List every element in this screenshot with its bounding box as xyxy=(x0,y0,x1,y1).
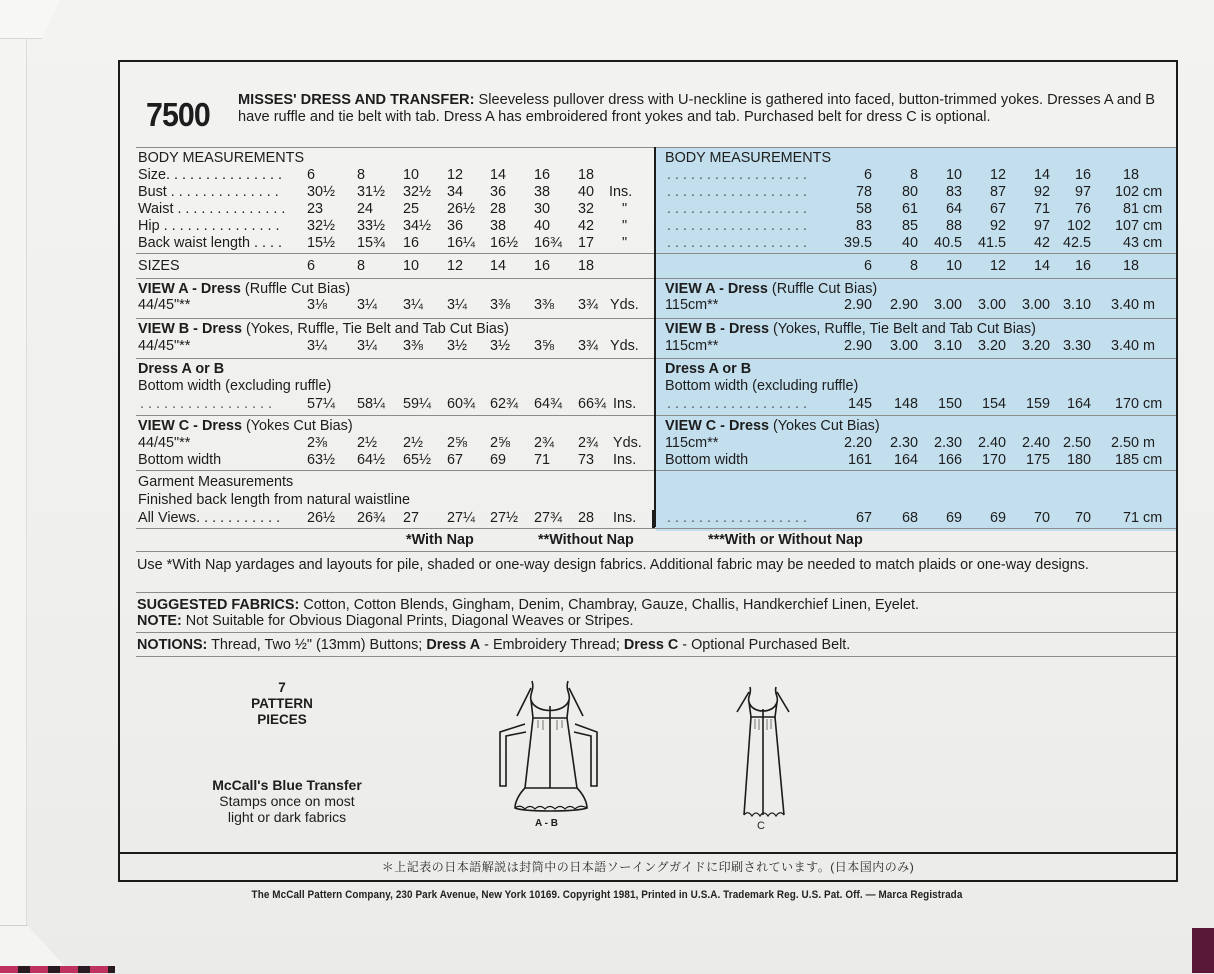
value-cell: 58 xyxy=(855,201,872,217)
value-cell: 16 xyxy=(534,167,551,183)
value-cell: 32½ xyxy=(307,218,336,234)
value-cell: 16¼ xyxy=(447,235,476,251)
value-cell: 27¾ xyxy=(534,510,563,526)
unit-label: Ins. xyxy=(613,510,637,526)
value-cell: 38 xyxy=(534,184,551,200)
value-cell: 40 xyxy=(901,235,918,251)
value-cell: 40.5 xyxy=(933,235,962,251)
value-cell: 87 xyxy=(989,184,1006,200)
value-cell: 2½ xyxy=(357,435,378,451)
value-cell: 16¾ xyxy=(534,235,563,251)
divider xyxy=(136,415,1176,416)
value-cell: 14 xyxy=(490,258,507,274)
note-text: Not Suitable for Obvious Diagonal Prints, Diagonal Weaves or Stripes. xyxy=(185,613,634,629)
value-cell: 92 xyxy=(989,218,1006,234)
value-cell: 164 xyxy=(1066,396,1091,412)
dress-ab-label: A - B xyxy=(535,818,558,829)
note-label: NOTE: xyxy=(137,613,182,629)
value-cell: 10 xyxy=(403,167,420,183)
metric-dress-ab-title: Dress A or B xyxy=(665,361,752,377)
metric-dress-ab-row xyxy=(0,396,1214,412)
value-cell: 10 xyxy=(945,258,962,274)
value-cell: 68 xyxy=(901,510,918,526)
view-a-title: VIEW A - Dress xyxy=(138,281,241,297)
value-cell: 3.20 xyxy=(977,338,1006,354)
notions-general: Thread, Two ½" (13mm) Buttons; xyxy=(211,637,423,653)
transfer-line2: light or dark fabrics xyxy=(227,809,347,825)
copyright-footer: The McCall Pattern Company, 230 Park Avenue, New York 10169. Copyright 1981, Printed in U.S.A. Trademark Reg. U.S. Pat. Off. — Marca Registrada xyxy=(251,889,963,901)
garment-label: All Views. . . . . . . . . . . xyxy=(138,510,281,526)
value-cell: 31½ xyxy=(357,184,386,200)
dress-c-label: C xyxy=(757,820,765,832)
value-cell: 76 xyxy=(1074,201,1091,217)
value-cell: 3.40 xyxy=(1110,338,1139,354)
value-cell: 27¼ xyxy=(447,510,476,526)
unit-label: m xyxy=(1143,297,1155,313)
value-cell: 3¼ xyxy=(403,297,424,313)
unit-label: cm xyxy=(1143,452,1163,468)
value-cell: 41.5 xyxy=(977,235,1006,251)
metric-view-c-header xyxy=(665,418,880,434)
imperial-dress-ab-title: Dress A or B xyxy=(138,361,225,377)
row-label: Back waist length . . . . xyxy=(138,235,282,251)
value-cell: 18 xyxy=(1122,258,1139,274)
unit-label: cm xyxy=(1143,218,1163,234)
row-label: Hip . . . . . . . . . . . . . . . xyxy=(138,218,280,234)
value-cell: 69 xyxy=(945,510,962,526)
imperial-view-c-bottom-label: Bottom width xyxy=(138,452,222,468)
unit-label: cm xyxy=(1143,235,1163,251)
value-cell: 83 xyxy=(855,218,872,234)
value-cell: 36 xyxy=(447,218,464,234)
unit-label: m xyxy=(1143,338,1155,354)
value-cell: 3⅜ xyxy=(403,338,424,354)
sizes-label: SIZES xyxy=(138,258,180,274)
metric-view-c-bottom-label: Bottom width xyxy=(665,452,749,468)
metric-view-a-note: (Ruffle Cut Bias) xyxy=(771,281,878,297)
unit-label: " xyxy=(622,218,628,234)
value-cell: 2.90 xyxy=(889,297,918,313)
nap-without: **Without Nap xyxy=(538,532,634,548)
value-cell: 16 xyxy=(534,258,551,274)
metric-body-row xyxy=(0,167,1214,183)
value-cell: 2⅝ xyxy=(447,435,468,451)
value-cell: 3⅛ xyxy=(307,297,328,313)
envelope-corner-print xyxy=(1192,928,1214,973)
metric-view-b-title: VIEW B - Dress xyxy=(665,321,769,337)
value-cell: 3.00 xyxy=(977,297,1006,313)
value-cell: 66¾ xyxy=(578,396,607,412)
pattern-description-text: Sleeveless pullover dress with U-neckline is gathered into faced, button-trimmed yokes. Dresses A and B have ruffle and tie belt with tab. Dress A has embroidered front yokes and tab. Purchased belt for dress C is optional. xyxy=(238,92,1156,125)
unit-label: Ins. xyxy=(613,396,637,412)
row-dots: . . . . . . . . . . . . . . . . . . xyxy=(667,184,807,200)
metric-dress-ab-sub: Bottom width (excluding ruffle) xyxy=(665,378,859,394)
value-cell: 161 xyxy=(847,452,872,468)
value-cell: 64¾ xyxy=(534,396,563,412)
unit-label: " xyxy=(622,235,628,251)
envelope-edge-strip xyxy=(0,966,115,973)
metric-view-c-bottom-row xyxy=(0,452,1214,468)
value-cell: 2.90 xyxy=(843,338,872,354)
value-cell: 3¼ xyxy=(357,338,378,354)
value-cell: 32 xyxy=(578,201,595,217)
value-cell: 92 xyxy=(1033,184,1050,200)
divider xyxy=(136,318,1176,319)
value-cell: 2.90 xyxy=(843,297,872,313)
value-cell: 42.5 xyxy=(1062,235,1091,251)
value-cell: 71 xyxy=(534,452,551,468)
value-cell: 145 xyxy=(847,396,872,412)
metric-view-c-title: VIEW C - Dress xyxy=(665,418,769,434)
value-cell: 25 xyxy=(403,201,420,217)
value-cell: 10 xyxy=(403,258,420,274)
value-cell: 28 xyxy=(490,201,507,217)
metric-dress-ab-dots: . . . . . . . . . . . . . . . . . . xyxy=(667,396,807,412)
dress-ab-illustration xyxy=(495,676,605,816)
value-cell: 62¾ xyxy=(490,396,519,412)
value-cell: 3.00 xyxy=(1021,297,1050,313)
value-cell: 70 xyxy=(1074,510,1091,526)
value-cell: 71 xyxy=(1033,201,1050,217)
imperial-view-c-header xyxy=(138,418,353,434)
nap-note: Use *With Nap yardages and layouts for pile, shaded or one-way design fabrics. Additional fabric may be needed to match plaids or one-way designs. xyxy=(137,557,1089,573)
value-cell: 3.30 xyxy=(1062,338,1091,354)
value-cell: 27½ xyxy=(490,510,519,526)
metric-view-b-width: 115cm** xyxy=(665,338,719,354)
value-cell: 8 xyxy=(357,167,366,183)
value-cell: 12 xyxy=(989,167,1006,183)
divider xyxy=(136,470,1176,471)
fabrics-label: SUGGESTED FABRICS: xyxy=(137,597,300,613)
value-cell: 3.00 xyxy=(889,338,918,354)
value-cell: 175 xyxy=(1025,452,1050,468)
value-cell: 43 xyxy=(1122,235,1139,251)
row-label: Bust . . . . . . . . . . . . . . xyxy=(138,184,279,200)
unit-label: Ins. xyxy=(613,452,637,468)
suggested-fabrics xyxy=(137,597,919,613)
value-cell: 15¾ xyxy=(357,235,386,251)
garment-sub: Finished back length from natural waistline xyxy=(138,492,410,508)
row-dots: . . . . . . . . . . . . . . . . . . xyxy=(667,235,807,251)
value-cell: 3.00 xyxy=(933,297,962,313)
value-cell: 3¾ xyxy=(578,297,599,313)
value-cell: 8 xyxy=(909,167,918,183)
value-cell: 12 xyxy=(447,258,464,274)
metric-view-c-note: (Yokes Cut Bias) xyxy=(772,418,880,434)
notions-dress-c-text: - Optional Purchased Belt. xyxy=(682,637,851,653)
imperial-view-a-width: 44/45"** xyxy=(138,297,191,313)
metric-view-a-header xyxy=(665,281,877,297)
metric-sizes-row xyxy=(0,258,1214,274)
value-cell: 34 xyxy=(447,184,464,200)
imperial-view-b-header xyxy=(138,321,509,337)
value-cell: 3⅝ xyxy=(534,338,555,354)
value-cell: 64 xyxy=(945,201,962,217)
value-cell: 164 xyxy=(893,452,918,468)
value-cell: 69 xyxy=(490,452,507,468)
value-cell: 102 xyxy=(1114,184,1139,200)
value-cell: 170 xyxy=(1114,396,1139,412)
row-dots: . . . . . . . . . . . . . . . . . . xyxy=(667,167,807,183)
value-cell: 65½ xyxy=(403,452,432,468)
fabrics-list: Cotton, Cotton Blends, Gingham, Denim, Chambray, Gauze, Challis, Handkerchief Linen, Eyelet. xyxy=(303,597,919,613)
unit-label: cm xyxy=(1143,510,1163,526)
value-cell: 2.50 xyxy=(1110,435,1139,451)
value-cell: 2.30 xyxy=(889,435,918,451)
value-cell: 23 xyxy=(307,201,324,217)
unit-label: Yds. xyxy=(613,435,642,451)
value-cell: 24 xyxy=(357,201,374,217)
value-cell: 8 xyxy=(357,258,366,274)
value-cell: 107 xyxy=(1114,218,1139,234)
value-cell: 34½ xyxy=(403,218,432,234)
divider xyxy=(136,278,1176,279)
unit-label: m xyxy=(1143,435,1155,451)
value-cell: 42 xyxy=(578,218,595,234)
metric-view-b-note: (Yokes, Ruffle, Tie Belt and Tab Cut Bias) xyxy=(772,321,1036,337)
metric-view-b-row xyxy=(0,338,1214,354)
divider xyxy=(136,528,1176,529)
value-cell: 170 xyxy=(981,452,1006,468)
value-cell: 27 xyxy=(403,510,420,526)
value-cell: 6 xyxy=(863,167,872,183)
value-cell: 36 xyxy=(490,184,507,200)
imperial-dress-ab-dots: . . . . . . . . . . . . . . . . . xyxy=(140,396,272,412)
unit-label: cm xyxy=(1143,184,1163,200)
view-c-title: VIEW C - Dress xyxy=(138,418,242,434)
value-cell: 180 xyxy=(1066,452,1091,468)
value-cell: 10 xyxy=(945,167,962,183)
value-cell: 3¼ xyxy=(307,338,328,354)
imperial-body-header: BODY MEASUREMENTS xyxy=(138,150,305,166)
value-cell: 15½ xyxy=(307,235,336,251)
notions xyxy=(137,637,850,653)
notions-label: NOTIONS: xyxy=(137,637,208,653)
transfer-title: McCall's Blue Transfer xyxy=(212,777,362,793)
value-cell: 2.30 xyxy=(933,435,962,451)
divider xyxy=(136,253,1176,254)
value-cell: 59¼ xyxy=(403,396,432,412)
value-cell: 3¼ xyxy=(357,297,378,313)
value-cell: 154 xyxy=(981,396,1006,412)
value-cell: 70 xyxy=(1033,510,1050,526)
metric-body-row xyxy=(0,235,1214,251)
unit-label: Ins. xyxy=(609,184,633,200)
value-cell: 2¾ xyxy=(578,435,599,451)
value-cell: 3.40 xyxy=(1110,297,1139,313)
row-label: Waist . . . . . . . . . . . . . . xyxy=(138,201,286,217)
value-cell: 33½ xyxy=(357,218,386,234)
value-cell: 16 xyxy=(403,235,420,251)
metric-garment-row xyxy=(0,510,1214,526)
value-cell: 6 xyxy=(307,258,316,274)
value-cell: 14 xyxy=(1033,167,1050,183)
value-cell: 85 xyxy=(901,218,918,234)
value-cell: 2.40 xyxy=(977,435,1006,451)
value-cell: 67 xyxy=(447,452,464,468)
row-dots: . . . . . . . . . . . . . . . . . . xyxy=(667,201,807,217)
divider xyxy=(136,656,1176,657)
garment-title: Garment Measurements xyxy=(138,474,294,490)
nap-with: *With Nap xyxy=(406,532,474,548)
imperial-view-c-width: 44/45"** xyxy=(138,435,191,451)
value-cell: 17 xyxy=(578,235,595,251)
value-cell: 166 xyxy=(937,452,962,468)
value-cell: 81 xyxy=(1122,201,1139,217)
value-cell: 67 xyxy=(855,510,872,526)
notions-dress-c: Dress C xyxy=(623,637,679,653)
value-cell: 18 xyxy=(578,167,595,183)
nap-either: ***With or Without Nap xyxy=(708,532,863,548)
value-cell: 73 xyxy=(578,452,595,468)
unit-label: cm xyxy=(1143,396,1163,412)
value-cell: 3.10 xyxy=(1062,297,1091,313)
value-cell: 14 xyxy=(490,167,507,183)
value-cell: 3½ xyxy=(447,338,468,354)
metric-body-row xyxy=(0,218,1214,234)
value-cell: 18 xyxy=(1122,167,1139,183)
view-c-note: (Yokes Cut Bias) xyxy=(245,418,353,434)
value-cell: 38 xyxy=(490,218,507,234)
value-cell: 32½ xyxy=(403,184,432,200)
imperial-view-a-header xyxy=(138,281,350,297)
value-cell: 67 xyxy=(989,201,1006,217)
unit-label: Yds. xyxy=(610,297,639,313)
value-cell: 150 xyxy=(937,396,962,412)
value-cell: 40 xyxy=(534,218,551,234)
pattern-number: 7500 xyxy=(146,96,210,133)
divider xyxy=(136,358,1176,359)
value-cell: 102 xyxy=(1066,218,1091,234)
value-cell: 78 xyxy=(855,184,872,200)
value-cell: 60¾ xyxy=(447,396,476,412)
value-cell: 16 xyxy=(1074,167,1091,183)
value-cell: 16 xyxy=(1074,258,1091,274)
dress-c-illustration xyxy=(722,682,802,822)
notions-dress-a-text: - Embroidery Thread; xyxy=(484,637,620,653)
pattern-pieces-count: 7 xyxy=(278,680,286,695)
value-cell: 2½ xyxy=(403,435,424,451)
value-cell: 30½ xyxy=(307,184,336,200)
pattern-pieces-line2: PIECES xyxy=(257,712,307,727)
value-cell: 12 xyxy=(447,167,464,183)
value-cell: 97 xyxy=(1074,184,1091,200)
fabric-note xyxy=(137,613,633,629)
view-b-title: VIEW B - Dress xyxy=(138,321,242,337)
value-cell: 148 xyxy=(893,396,918,412)
value-cell: 40 xyxy=(578,184,595,200)
value-cell: 97 xyxy=(1033,218,1050,234)
value-cell: 83 xyxy=(945,184,962,200)
value-cell: 42 xyxy=(1033,235,1050,251)
metric-garment-dots: . . . . . . . . . . . . . . . . . . xyxy=(667,510,807,526)
value-cell: 185 xyxy=(1114,452,1139,468)
unit-label: Yds. xyxy=(610,338,639,354)
metric-view-a-row xyxy=(0,297,1214,313)
value-cell: 2⅜ xyxy=(307,435,328,451)
value-cell: 2.40 xyxy=(1021,435,1050,451)
value-cell: 3½ xyxy=(490,338,511,354)
value-cell: 39.5 xyxy=(843,235,872,251)
pattern-pieces-line1: PATTERN xyxy=(251,696,313,711)
value-cell: 14 xyxy=(1033,258,1050,274)
value-cell: 26¾ xyxy=(357,510,386,526)
metric-view-a-title: VIEW A - Dress xyxy=(665,281,768,297)
transfer-line1: Stamps once on most xyxy=(219,793,355,809)
metric-view-c-row xyxy=(0,435,1214,451)
unit-label: cm xyxy=(1143,201,1163,217)
metric-view-a-width: 115cm** xyxy=(665,297,719,313)
value-cell: 159 xyxy=(1025,396,1050,412)
value-cell: 28 xyxy=(578,510,595,526)
value-cell: 6 xyxy=(863,258,872,274)
pattern-pieces xyxy=(232,680,332,728)
value-cell: 61 xyxy=(901,201,918,217)
metric-body-header: BODY MEASUREMENTS xyxy=(665,150,832,166)
view-a-note: (Ruffle Cut Bias) xyxy=(244,281,351,297)
transfer-info xyxy=(182,777,392,825)
value-cell: 30 xyxy=(534,201,551,217)
imperial-view-b-width: 44/45"** xyxy=(138,338,191,354)
value-cell: 12 xyxy=(989,258,1006,274)
value-cell: 3¾ xyxy=(578,338,599,354)
divider xyxy=(136,147,1176,148)
value-cell: 3⅜ xyxy=(490,297,511,313)
value-cell: 26½ xyxy=(307,510,336,526)
divider xyxy=(136,592,1176,593)
pattern-title: MISSES' DRESS AND TRANSFER: xyxy=(238,92,475,108)
value-cell: 2⅝ xyxy=(490,435,511,451)
value-cell: 3.20 xyxy=(1021,338,1050,354)
metric-view-c-width: 115cm** xyxy=(665,435,719,451)
pattern-description xyxy=(238,92,1173,126)
value-cell: 3.10 xyxy=(933,338,962,354)
divider xyxy=(136,632,1176,633)
imperial-dress-ab-sub: Bottom width (excluding ruffle) xyxy=(138,378,332,394)
divider xyxy=(136,551,1176,552)
row-dots: . . . . . . . . . . . . . . . . . . xyxy=(667,218,807,234)
value-cell: 2.20 xyxy=(843,435,872,451)
value-cell: 26½ xyxy=(447,201,476,217)
value-cell: 64½ xyxy=(357,452,386,468)
japanese-note: ＊上記表の日本語解説は封筒中の日本語ソーイングガイドに印刷されています。(日本国内のみ) xyxy=(118,852,1178,882)
value-cell: 16½ xyxy=(490,235,519,251)
metric-body-row xyxy=(0,201,1214,217)
value-cell: 57¼ xyxy=(307,396,336,412)
value-cell: 2.50 xyxy=(1062,435,1091,451)
value-cell: 69 xyxy=(989,510,1006,526)
value-cell: 88 xyxy=(945,218,962,234)
row-label: Size. . . . . . . . . . . . . . . xyxy=(138,167,282,183)
value-cell: 6 xyxy=(307,167,316,183)
value-cell: 58¼ xyxy=(357,396,386,412)
notions-dress-a: Dress A xyxy=(426,637,481,653)
view-b-note: (Yokes, Ruffle, Tie Belt and Tab Cut Bias) xyxy=(245,321,509,337)
value-cell: 3¼ xyxy=(447,297,468,313)
value-cell: 8 xyxy=(909,258,918,274)
metric-body-row xyxy=(0,184,1214,200)
value-cell: 63½ xyxy=(307,452,336,468)
unit-label: " xyxy=(622,201,628,217)
value-cell: 80 xyxy=(901,184,918,200)
value-cell: 3⅜ xyxy=(534,297,555,313)
value-cell: 71 xyxy=(1122,510,1139,526)
value-cell: 18 xyxy=(578,258,595,274)
value-cell: 2¾ xyxy=(534,435,555,451)
metric-view-b-header xyxy=(665,321,1036,337)
